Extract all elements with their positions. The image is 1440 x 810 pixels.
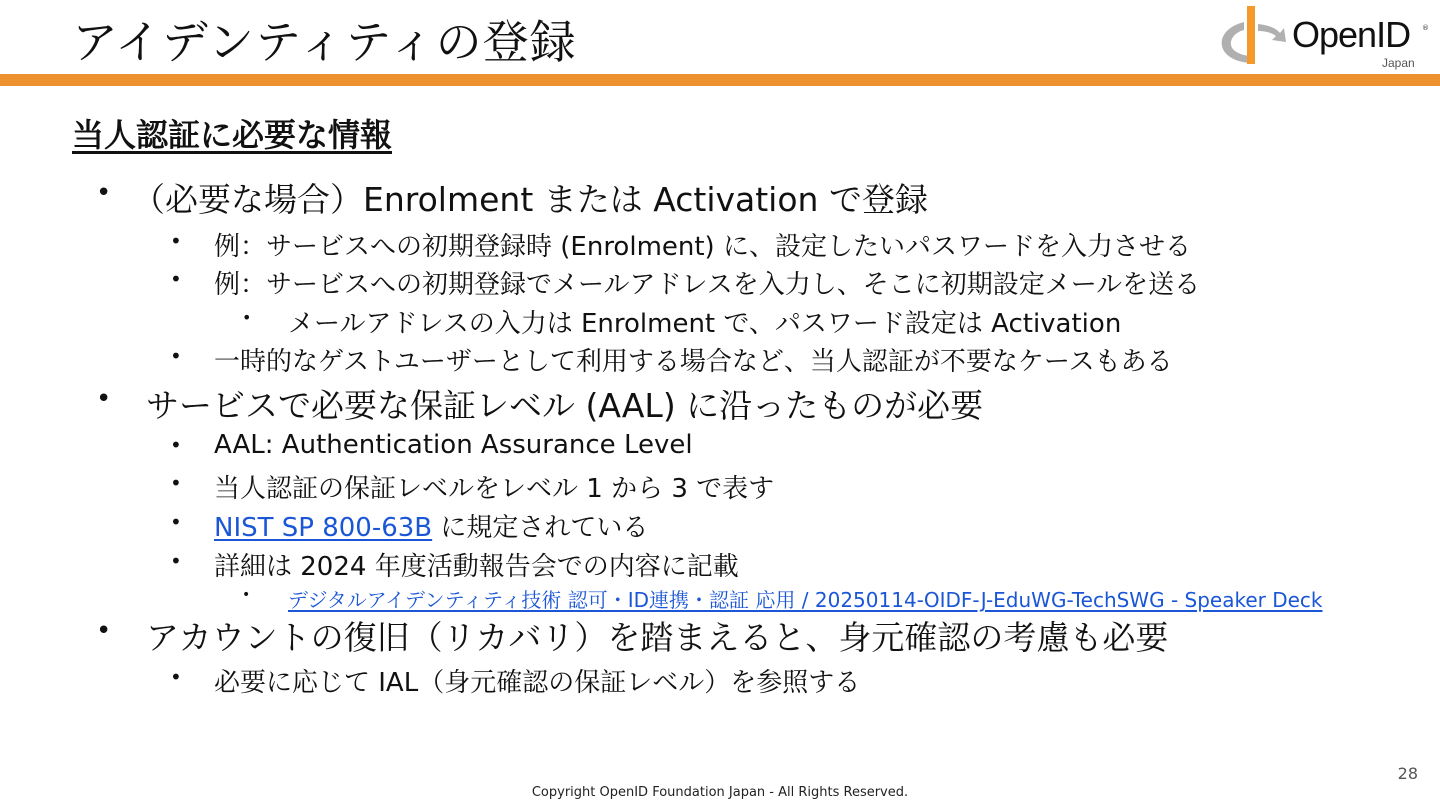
bullet-item [96, 174, 928, 221]
speaker-deck-link[interactable]: デジタルアイデンティティ技術 認可・ID連携・認証 応用 / 20250114-OIDF-J-EduWG-TechSWG - Speaker Deck [288, 588, 1323, 612]
bullet-text: サービスで必要な保証レベル (AAL) に沿ったものが必要 [146, 386, 984, 425]
bullet-item [170, 430, 693, 460]
bullet-item [96, 380, 984, 427]
bullet-dot-icon: • [96, 178, 112, 208]
bullet-text: 例：サービスへの初期登録時 (Enrolment) に、設定したいパスワードを入力させる [214, 232, 1191, 262]
bullet-text: AAL: Authentication Assurance Level [214, 430, 693, 460]
bullet-dot-icon: • [170, 665, 182, 689]
bullet-dot-icon: • [170, 549, 182, 573]
bullet-text: アカウントの復旧（リカバリ）を踏まえると、身元確認の考慮も必要 [146, 618, 1169, 657]
bullet-item [170, 507, 649, 544]
bullet-dot-icon: • [96, 616, 112, 646]
bullet-text: 詳細は 2024 年度活動報告会での内容に記載 [214, 552, 739, 582]
page-number: 28 [1397, 764, 1418, 783]
bullet-item [242, 584, 1323, 613]
bullet-dot-icon: • [242, 308, 252, 327]
bullet-item [170, 546, 739, 583]
bullet-text: に規定されている [432, 513, 649, 543]
bullet-text: 必要に応じて IAL（身元確認の保証レベル）を参照する [214, 668, 861, 698]
bullet-text: （必要な場合）Enrolment または Activation で登録 [132, 180, 928, 219]
nist-sp-800-63b-link[interactable]: NIST SP 800-63B [214, 513, 433, 543]
bullet-dot-icon: • [170, 433, 182, 457]
bullet-text: メールアドレスの入力は Enrolment で、パスワード設定は Activation [288, 309, 1122, 339]
copyright-footer: Copyright OpenID Foundation Japan - All Rights Reserved. [531, 785, 909, 800]
bullet-item [242, 303, 1122, 340]
bullet-dot-icon: • [242, 587, 251, 603]
openid-logo-icon [1214, 2, 1294, 68]
bullet-dot-icon: • [170, 510, 182, 534]
bullet-item [170, 226, 1191, 263]
bullet-item [170, 468, 775, 505]
openid-wordmark: OpenID [1292, 14, 1411, 55]
bullet-dot-icon: • [170, 344, 182, 368]
section-heading: 当人認証に必要な情報 [72, 116, 393, 154]
title-rule [0, 74, 1440, 86]
bullet-dot-icon: • [170, 229, 182, 253]
openid-logo-subtext: Japan [1382, 56, 1415, 70]
bullet-text: 例：サービスへの初期登録でメールアドレスを入力し、そこに初期設定メールを送る [214, 270, 1201, 300]
bullet-text: 一時的なゲストユーザーとして利用する場合など、当人認証が不要なケースもある [214, 347, 1173, 377]
bullet-dot-icon: • [96, 384, 112, 414]
registered-mark-icon: ® [1422, 24, 1429, 32]
openid-japan-logo [1210, 0, 1440, 74]
bullet-text: 当人認証の保証レベルをレベル 1 から 3 で表す [214, 474, 775, 504]
bullet-dot-icon: • [170, 471, 182, 495]
bullet-dot-icon: • [170, 267, 182, 291]
bullet-item [96, 612, 1169, 659]
slide-title: アイデンティティの登録 [72, 15, 577, 69]
bullet-item [170, 662, 861, 699]
bullet-item [170, 264, 1201, 301]
bullet-item [170, 341, 1173, 378]
